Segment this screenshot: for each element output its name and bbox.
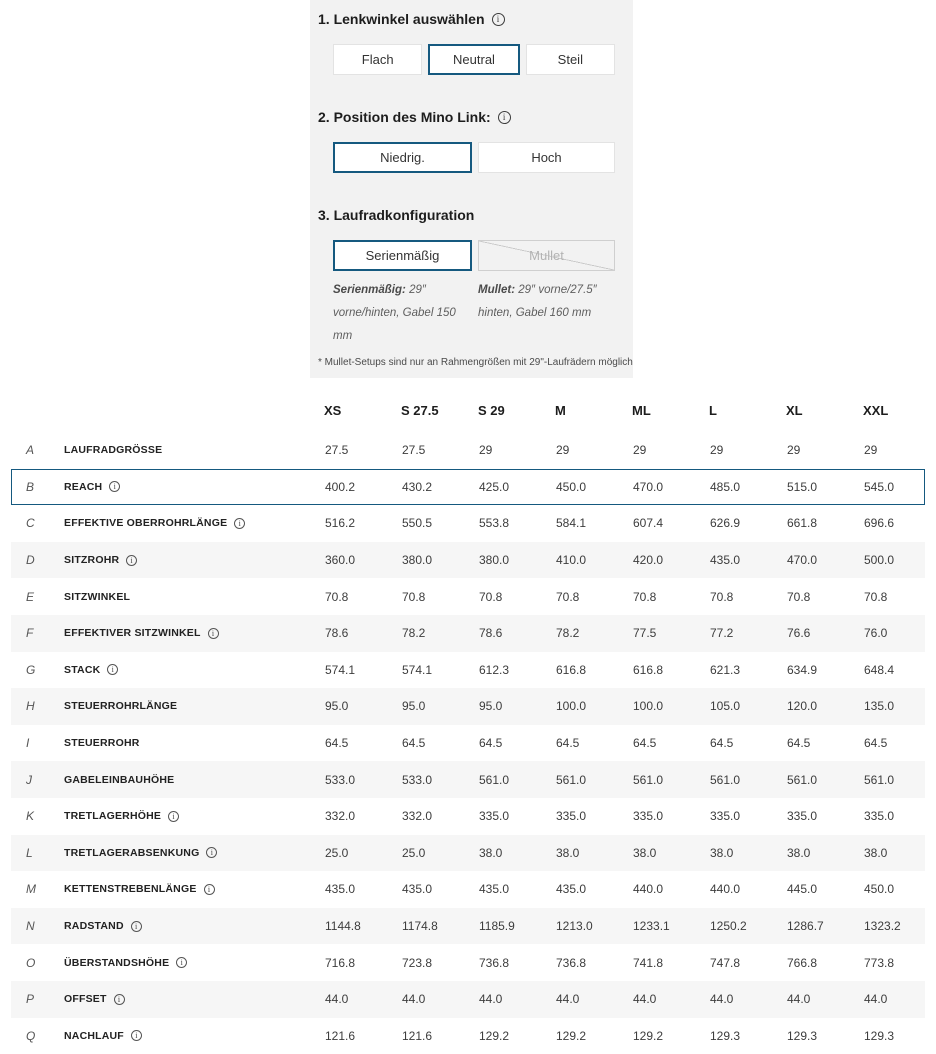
- cell-value: 616.8: [633, 662, 664, 677]
- geometry-table-inner: [11, 388, 925, 1054]
- row-letter: H: [26, 699, 35, 714]
- row-label: [64, 517, 325, 529]
- table-row-radstand[interactable]: [11, 908, 925, 945]
- cell-value: 44.0: [864, 992, 888, 1007]
- cell-value: 445.0: [787, 882, 818, 897]
- cell-value: 64.5: [864, 736, 888, 751]
- row-label-text: SITZWINKEL: [64, 590, 131, 603]
- cell-value: 64.5: [479, 736, 503, 751]
- cell-value: 105.0: [710, 699, 741, 714]
- cell-value: 648.4: [864, 662, 895, 677]
- info-icon[interactable]: i: [109, 481, 120, 492]
- info-icon[interactable]: i: [234, 518, 245, 529]
- cell-value: 380.0: [479, 553, 510, 568]
- info-icon[interactable]: i: [168, 811, 179, 822]
- cell-value: 561.0: [710, 772, 741, 787]
- info-icon[interactable]: i: [114, 994, 125, 1005]
- row-label-text: TRETLAGERABSENKUNG: [64, 846, 200, 859]
- cell-value: 77.2: [710, 626, 734, 641]
- cell-value: 77.5: [633, 626, 657, 641]
- cell-value: 515.0: [787, 479, 818, 494]
- info-icon[interactable]: i: [131, 1030, 142, 1041]
- cell-value: 435.0: [479, 882, 510, 897]
- cell-value: 121.6: [325, 1028, 356, 1043]
- button-group: [333, 240, 615, 271]
- cell-value: 25.0: [325, 845, 349, 860]
- table-row-sitzwinkel[interactable]: [11, 578, 925, 615]
- row-label-text: SITZROHR: [64, 554, 120, 567]
- cell-value: 550.5: [402, 516, 433, 531]
- row-label: [64, 957, 325, 969]
- row-label: [64, 554, 325, 566]
- row-letter: L: [26, 845, 33, 860]
- size-column-header: L: [709, 402, 717, 418]
- cell-value: 44.0: [402, 992, 426, 1007]
- cell-value: 723.8: [402, 955, 433, 970]
- row-label: [64, 774, 325, 786]
- cell-value: 716.8: [325, 955, 356, 970]
- cell-value: 435.0: [325, 882, 356, 897]
- cell-value: 626.9: [710, 516, 741, 531]
- cell-value: 64.5: [787, 736, 811, 751]
- cell-value: 29: [864, 443, 878, 458]
- section-title-text: 1. Lenkwinkel auswählen: [318, 11, 485, 27]
- size-column-header: XS: [324, 402, 342, 418]
- row-label-text: ÜBERSTANDSHÖHE: [64, 956, 170, 969]
- cell-value: 70.8: [325, 589, 349, 604]
- option-button-hoch[interactable]: Hoch: [478, 142, 615, 173]
- cell-value: 425.0: [479, 479, 510, 494]
- cell-value: 420.0: [633, 553, 664, 568]
- option-button-niedrig[interactable]: Niedrig.: [333, 142, 472, 173]
- cell-value: 440.0: [633, 882, 664, 897]
- size-column-header: ML: [632, 402, 651, 418]
- cell-value: 100.0: [556, 699, 587, 714]
- cell-value: 736.8: [556, 955, 587, 970]
- cell-value: 435.0: [402, 882, 433, 897]
- cell-value: 335.0: [787, 809, 818, 824]
- cell-value: 76.6: [787, 626, 811, 641]
- row-letter: I: [26, 736, 30, 751]
- cell-value: 44.0: [633, 992, 657, 1007]
- cell-value: 533.0: [402, 772, 433, 787]
- table-row-nachlauf[interactable]: [11, 1018, 925, 1054]
- table-row-sitzrohr[interactable]: [11, 542, 925, 579]
- wheel-config-descriptions: [333, 279, 615, 348]
- table-row-effektiver-sitzwinkel[interactable]: [11, 615, 925, 652]
- cell-value: 634.9: [787, 662, 818, 677]
- option-button-neutral[interactable]: Neutral: [428, 44, 519, 75]
- option-button-steil[interactable]: Steil: [526, 44, 615, 75]
- cell-value: 95.0: [479, 699, 503, 714]
- table-row-effektive-oberrohrl-nge[interactable]: [11, 505, 925, 542]
- cell-value: 1174.8: [402, 919, 438, 934]
- info-icon[interactable]: i: [492, 13, 505, 26]
- cell-value: 516.2: [325, 516, 356, 531]
- cell-value: 64.5: [633, 736, 657, 751]
- section-title: [318, 108, 615, 126]
- info-icon[interactable]: i: [208, 628, 219, 639]
- cell-value: 766.8: [787, 955, 818, 970]
- cell-value: 450.0: [556, 479, 587, 494]
- cell-value: 100.0: [633, 699, 664, 714]
- cell-value: 129.2: [556, 1028, 587, 1043]
- row-label-text: STEUERROHR: [64, 737, 140, 750]
- row-label-text: KETTENSTREBENLÄNGE: [64, 883, 197, 896]
- cell-value: 574.1: [402, 662, 433, 677]
- description-text: 29″ vorne/hinten, Gabel 150 mm: [333, 284, 456, 342]
- cell-value: 129.3: [864, 1028, 895, 1043]
- cell-value: 621.3: [710, 662, 741, 677]
- row-letter: O: [26, 955, 36, 970]
- table-row-stack[interactable]: [11, 652, 925, 689]
- row-letter: K: [26, 809, 35, 824]
- cell-value: 553.8: [479, 516, 510, 531]
- cell-value: 1233.1: [633, 919, 670, 934]
- row-label-text: STEUERROHRLÄNGE: [64, 700, 178, 713]
- cell-value: 435.0: [556, 882, 587, 897]
- row-label-text: GABELEINBAUHÖHE: [64, 773, 175, 786]
- cell-value: 616.8: [556, 662, 587, 677]
- cell-value: 70.8: [402, 589, 426, 604]
- cell-value: 44.0: [479, 992, 503, 1007]
- row-label: [64, 1030, 325, 1042]
- row-label: [64, 627, 325, 639]
- cell-value: 38.0: [864, 845, 888, 860]
- info-icon[interactable]: i: [204, 884, 215, 895]
- cell-value: 29: [633, 443, 647, 458]
- row-label: [64, 993, 325, 1005]
- table-row-offset[interactable]: [11, 981, 925, 1018]
- cell-value: 380.0: [402, 553, 433, 568]
- cell-value: 129.2: [479, 1028, 510, 1043]
- row-label: [64, 700, 325, 712]
- cell-value: 129.3: [787, 1028, 818, 1043]
- row-label-text: NACHLAUF: [64, 1029, 124, 1042]
- row-letter: A: [26, 443, 35, 458]
- size-column-header: M: [555, 402, 566, 418]
- cell-value: 500.0: [864, 553, 895, 568]
- option-button-serienm-ig[interactable]: Serienmäßig: [333, 240, 472, 271]
- cell-value: 70.8: [710, 589, 734, 604]
- cell-value: 360.0: [325, 553, 356, 568]
- cell-value: 70.8: [633, 589, 657, 604]
- cell-value: 335.0: [710, 809, 741, 824]
- row-label-text: RADSTAND: [64, 920, 124, 933]
- table-row-reach[interactable]: [11, 469, 925, 506]
- size-header-row: [11, 388, 925, 432]
- row-letter: E: [26, 589, 35, 604]
- cell-value: 38.0: [710, 845, 734, 860]
- cell-value: 335.0: [479, 809, 510, 824]
- row-letter: Q: [26, 1028, 36, 1043]
- cell-value: 95.0: [325, 699, 349, 714]
- cell-value: 470.0: [787, 553, 818, 568]
- cell-value: 335.0: [556, 809, 587, 824]
- row-label-text: LAUFRADGRÖSSE: [64, 444, 163, 457]
- section-title-text: 3. Laufradkonfiguration: [318, 207, 475, 223]
- row-letter: C: [26, 516, 35, 531]
- cell-value: 25.0: [402, 845, 426, 860]
- cell-value: 661.8: [787, 516, 818, 531]
- row-letter: F: [26, 626, 34, 641]
- cell-value: 129.2: [633, 1028, 664, 1043]
- config-section-3: [318, 206, 615, 348]
- cell-value: 1213.0: [556, 919, 593, 934]
- section-title: [318, 206, 615, 224]
- cell-value: 78.2: [556, 626, 580, 641]
- geometry-table: [0, 388, 936, 1054]
- table-row-steuerrohrl-nge[interactable]: [11, 688, 925, 725]
- cell-value: 70.8: [556, 589, 580, 604]
- cell-value: 332.0: [402, 809, 433, 824]
- cell-value: 129.3: [710, 1028, 741, 1043]
- row-label-text: REACH: [64, 480, 103, 493]
- cell-value: 64.5: [325, 736, 349, 751]
- row-label: [64, 591, 325, 603]
- cell-value: 29: [710, 443, 724, 458]
- cell-value: 29: [556, 443, 570, 458]
- cell-value: 29: [479, 443, 493, 458]
- size-column-header: S 27.5: [401, 402, 439, 418]
- row-label: [64, 664, 325, 676]
- cell-value: 1323.2: [864, 919, 901, 934]
- table-row-kettenstrebenl-nge[interactable]: [11, 871, 925, 908]
- cell-value: 64.5: [556, 736, 580, 751]
- row-letter: N: [26, 919, 35, 934]
- cell-value: 78.6: [325, 626, 349, 641]
- row-letter: D: [26, 553, 35, 568]
- cell-value: 44.0: [325, 992, 349, 1007]
- cell-value: 335.0: [633, 809, 664, 824]
- cell-value: 135.0: [864, 699, 895, 714]
- cell-value: 736.8: [479, 955, 510, 970]
- geometry-table-body: [11, 432, 925, 1054]
- config-panel: [310, 0, 633, 378]
- cell-value: 78.2: [402, 626, 426, 641]
- cell-value: 430.2: [402, 479, 433, 494]
- cell-value: 584.1: [556, 516, 587, 531]
- row-label: [64, 444, 325, 456]
- info-icon[interactable]: i: [107, 664, 118, 675]
- cell-value: 95.0: [402, 699, 426, 714]
- button-group: [333, 44, 615, 75]
- section-title-text: 2. Position des Mino Link:: [318, 109, 491, 125]
- cell-value: 450.0: [864, 882, 895, 897]
- cell-value: 29: [787, 443, 801, 458]
- cell-value: 27.5: [402, 443, 426, 458]
- row-letter: M: [26, 882, 36, 897]
- size-column-header: XXL: [863, 402, 889, 418]
- cell-value: 64.5: [402, 736, 426, 751]
- table-row-steuerrohr[interactable]: [11, 725, 925, 762]
- cell-value: 38.0: [787, 845, 811, 860]
- info-icon[interactable]: i: [126, 555, 137, 566]
- cell-value: 561.0: [633, 772, 664, 787]
- row-label-text: STACK: [64, 663, 101, 676]
- config-section-1: [318, 10, 615, 75]
- row-label-text: OFFSET: [64, 993, 107, 1006]
- info-icon[interactable]: i: [498, 111, 511, 124]
- row-label: [64, 810, 325, 822]
- cell-value: 1185.9: [479, 919, 515, 934]
- cell-value: 44.0: [710, 992, 734, 1007]
- cell-value: 38.0: [479, 845, 503, 860]
- cell-value: 78.6: [479, 626, 503, 641]
- cell-value: 561.0: [479, 772, 510, 787]
- cell-value: 27.5: [325, 443, 349, 458]
- option-button-mullet: Mullet: [478, 240, 615, 271]
- cell-value: 44.0: [787, 992, 811, 1007]
- cell-value: 1286.7: [787, 919, 824, 934]
- size-column-header: XL: [786, 402, 803, 418]
- cell-value: 1250.2: [710, 919, 747, 934]
- cell-value: 607.4: [633, 516, 664, 531]
- cell-value: 741.8: [633, 955, 664, 970]
- cell-value: 38.0: [633, 845, 657, 860]
- cell-value: 332.0: [325, 809, 356, 824]
- row-label: [64, 481, 325, 493]
- row-label-text: TRETLAGERHÖHE: [64, 810, 162, 823]
- cell-value: 747.8: [710, 955, 741, 970]
- cell-value: 70.8: [479, 589, 503, 604]
- config-section-2: [318, 108, 615, 173]
- row-letter: B: [26, 479, 35, 494]
- wheel-config-description: [333, 279, 470, 348]
- cell-value: 44.0: [556, 992, 580, 1007]
- row-letter: G: [26, 662, 36, 677]
- mullet-footnote: * Mullet-Setups sind nur an Rahmengrößen mit 29"-Laufrädern möglich: [318, 357, 633, 368]
- cell-value: 574.1: [325, 662, 356, 677]
- cell-value: 400.2: [325, 479, 356, 494]
- row-label-text: EFFEKTIVE OBERROHRLÄNGE: [64, 517, 228, 530]
- cell-value: 533.0: [325, 772, 356, 787]
- info-icon[interactable]: i: [176, 957, 187, 968]
- cell-value: 1144.8: [325, 919, 361, 934]
- button-group: [333, 142, 615, 173]
- cell-value: 545.0: [864, 479, 895, 494]
- cell-value: 561.0: [556, 772, 587, 787]
- cell-value: 121.6: [402, 1028, 433, 1043]
- cell-value: 470.0: [633, 479, 664, 494]
- row-label: [64, 920, 325, 932]
- cell-value: 561.0: [864, 772, 895, 787]
- table-row-laufradgr-sse[interactable]: [11, 432, 925, 469]
- table-row-tretlagerh-he[interactable]: [11, 798, 925, 835]
- cell-value: 76.0: [864, 626, 888, 641]
- table-row-tretlagerabsenkung[interactable]: [11, 835, 925, 872]
- option-button-flach[interactable]: Flach: [333, 44, 422, 75]
- cell-value: 440.0: [710, 882, 741, 897]
- row-label: [64, 737, 325, 749]
- row-letter: P: [26, 992, 35, 1007]
- wheel-config-description: [478, 279, 615, 348]
- row-label-text: EFFEKTIVER SITZWINKEL: [64, 627, 201, 640]
- cell-value: 70.8: [864, 589, 888, 604]
- cell-value: 696.6: [864, 516, 895, 531]
- info-icon[interactable]: i: [131, 921, 142, 932]
- row-letter: J: [26, 772, 32, 787]
- cell-value: 70.8: [787, 589, 811, 604]
- description-lead: Mullet:: [478, 284, 516, 296]
- table-row-gabeleinbauh-he[interactable]: [11, 761, 925, 798]
- cell-value: 485.0: [710, 479, 741, 494]
- size-column-header: S 29: [478, 402, 505, 418]
- cell-value: 410.0: [556, 553, 587, 568]
- cell-value: 64.5: [710, 736, 734, 751]
- table-row-berstandsh-he[interactable]: [11, 944, 925, 981]
- cell-value: 773.8: [864, 955, 895, 970]
- row-label: [64, 847, 325, 859]
- description-text: 29″ vorne/27.5″ hinten, Gabel 160 mm: [478, 284, 597, 319]
- cell-value: 335.0: [864, 809, 895, 824]
- section-title: [318, 10, 615, 28]
- cell-value: 561.0: [787, 772, 818, 787]
- cell-value: 612.3: [479, 662, 510, 677]
- cell-value: 120.0: [787, 699, 818, 714]
- cell-value: 435.0: [710, 553, 741, 568]
- row-label: [64, 883, 325, 895]
- info-icon[interactable]: i: [206, 847, 217, 858]
- cell-value: 38.0: [556, 845, 580, 860]
- description-lead: Serienmäßig:: [333, 284, 406, 296]
